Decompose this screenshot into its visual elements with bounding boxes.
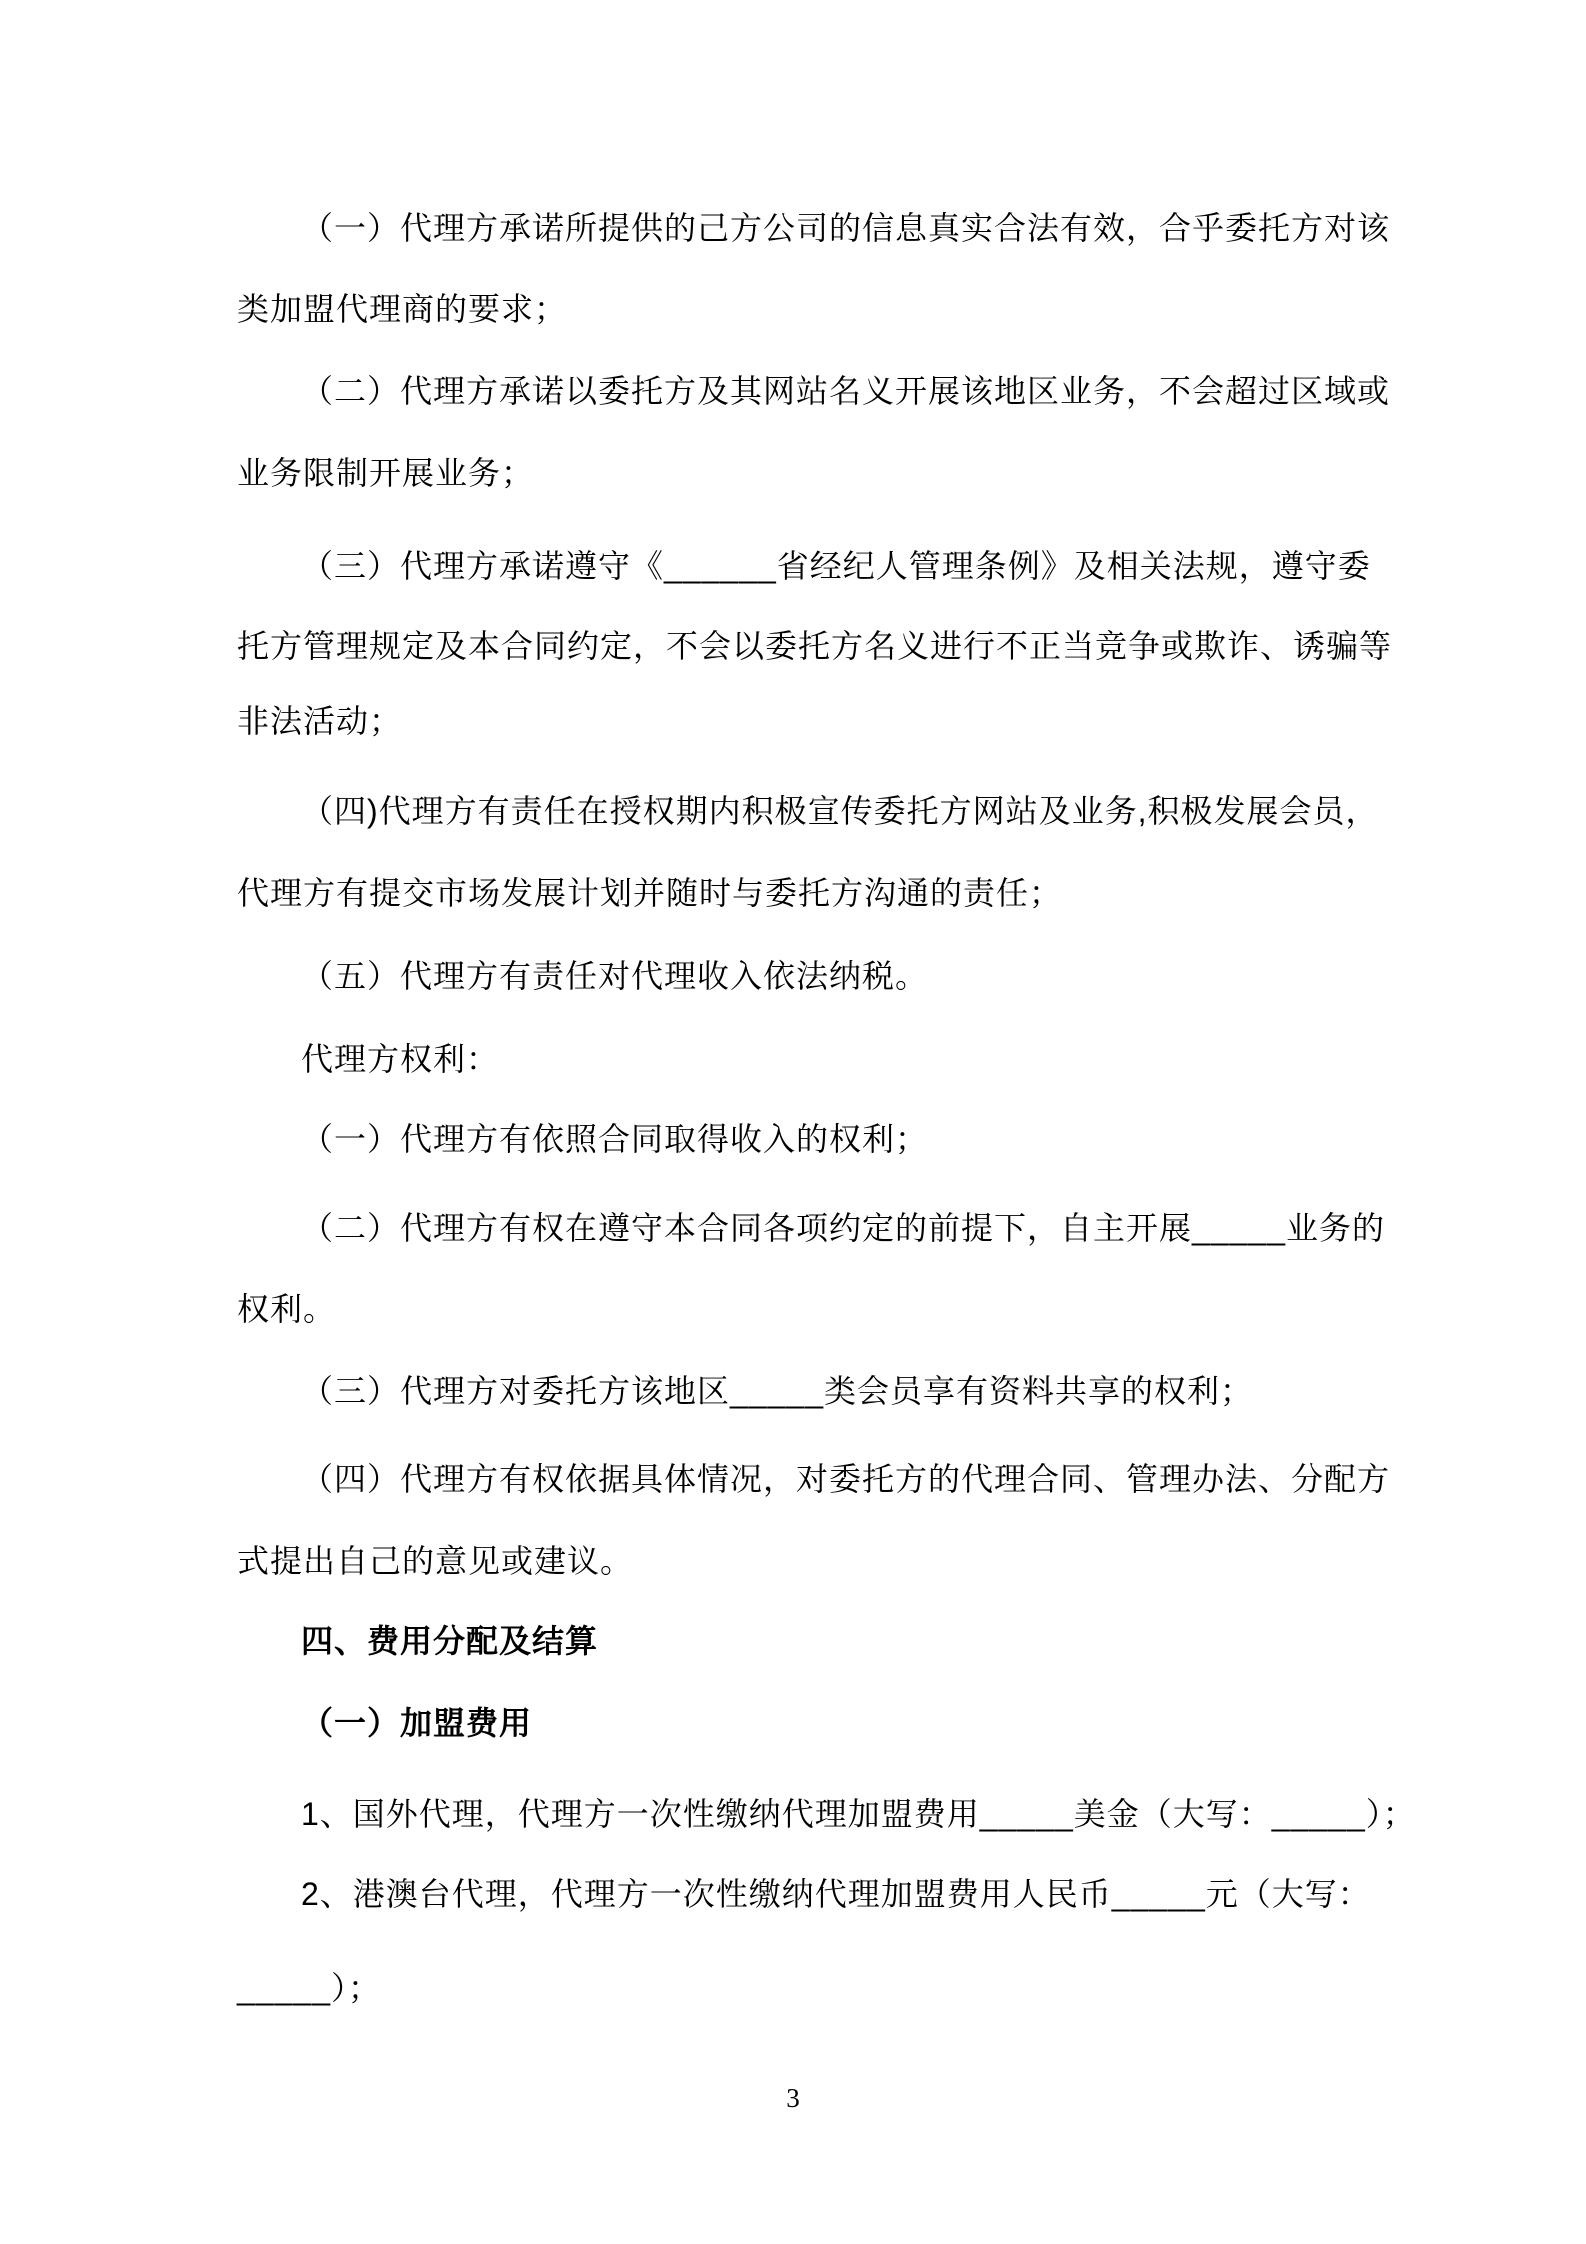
paragraph-line: （五）代理方有责任对代理收入依法纳税。 xyxy=(301,958,929,994)
paragraph-line: （一）代理方有依照合同取得收入的权利； xyxy=(301,1121,929,1157)
paragraph-line: （四）代理方有权依据具体情况，对委托方的代理合同、管理办法、分配方 xyxy=(301,1461,1391,1497)
paragraph-line: 非法活动； xyxy=(237,703,403,739)
paragraph-line: 代理方权利： xyxy=(301,1041,500,1077)
paragraph-line: （三）代理方对委托方该地区_____类会员享有资料共享的权利； xyxy=(301,1373,1253,1409)
page-number: 3 xyxy=(786,2083,800,2113)
paragraph-line: 类加盟代理商的要求； xyxy=(237,291,568,327)
paragraph-line: 托方管理规定及本合同约定，不会以委托方名义进行不正当竞争或欺诈、诱骗等 xyxy=(237,628,1393,664)
paragraph-line: （一）代理方承诺所提供的己方公司的信息真实合法有效，合乎委托方对该 xyxy=(301,210,1391,246)
paragraph-line: 2、港澳台代理，代理方一次性缴纳代理加盟费用人民币_____元（大写： xyxy=(301,1876,1371,1912)
section-heading-line: 四、费用分配及结算 xyxy=(301,1623,599,1659)
contract-text-block xyxy=(237,0,1417,2244)
paragraph-line: _____）； xyxy=(237,1970,381,2006)
paragraph-line: （二）代理方有权在遵守本合同各项约定的前提下，自主开展_____业务的 xyxy=(301,1210,1385,1246)
paragraph-line: 1、国外代理，代理方一次性缴纳代理加盟费用_____美金（大写：_____）； xyxy=(301,1796,1416,1832)
section-heading-line: （一）加盟费用 xyxy=(301,1705,533,1741)
paragraph-line: （三）代理方承诺遵守《______省经纪人管理条例》及相关法规，遵守委 xyxy=(301,548,1371,584)
paragraph-line: 代理方有提交市场发展计划并随时与委托方沟通的责任； xyxy=(237,875,1063,911)
paragraph-line: 业务限制开展业务； xyxy=(237,455,535,491)
paragraph-line: 式提出自己的意见或建议。 xyxy=(237,1543,634,1579)
paragraph-line: （二）代理方承诺以委托方及其网站名义开展该地区业务，不会超过区域或 xyxy=(301,373,1391,409)
paragraph-line: 权利。 xyxy=(237,1291,337,1327)
paragraph-line: （四)代理方有责任在授权期内积极宣传委托方网站及业务,积极发展会员， xyxy=(301,793,1379,829)
